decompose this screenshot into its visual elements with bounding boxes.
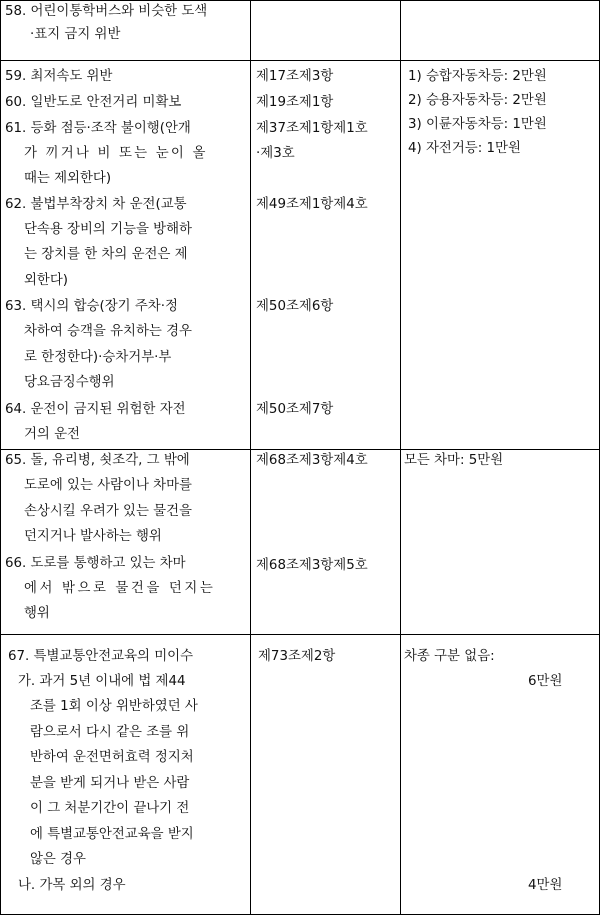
violation-63-line-3: 로 한정한다)·승차거부·부 xyxy=(24,350,172,365)
violation-65-line-3: 손상시킬 우려가 있는 물건을 xyxy=(24,504,192,519)
article-62: 제49조제1항제4호 xyxy=(256,197,368,212)
violation-66-line-3: 행위 xyxy=(24,606,50,621)
violation-59: 59. 최저속도 위반 xyxy=(5,69,113,84)
fine-line-2: 2) 승용자동차등: 2만원 xyxy=(408,93,547,108)
violation-63-line-2: 차하여 승객을 유치하는 경우 xyxy=(24,324,192,339)
row-divider xyxy=(0,449,600,450)
violation-67-a-line-6: 이 그 처분기간이 끝나기 전 xyxy=(30,801,190,816)
violation-66-line-1: 66. 도로를 통행하고 있는 차마 xyxy=(5,556,186,571)
violation-62-line-3: 는 장치를 한 차의 운전은 제 xyxy=(24,247,188,262)
fine-line-4: 4) 자전거등: 1만원 xyxy=(408,141,521,156)
table-bottom-border xyxy=(0,914,600,915)
violation-67-a-line-8: 않은 경우 xyxy=(30,852,86,867)
fine-no-vehicle-distinction: 차종 구분 없음: xyxy=(404,649,495,664)
article-59: 제17조제3항 xyxy=(256,69,334,84)
violation-66-line-2 xyxy=(24,580,246,598)
violation-62-line-2: 단속용 장비의 기능을 방해하 xyxy=(24,222,192,237)
article-61-line-2: ·제3호 xyxy=(256,146,295,161)
violation-62-line-4: 외한다) xyxy=(24,273,69,288)
violation-61-line-1: 61. 등화 점등·조작 불이행(안개 xyxy=(5,121,191,136)
fine-67-a-amount: 6만원 xyxy=(528,674,563,689)
table-right-border xyxy=(599,0,600,915)
article-61-line-1: 제37조제1항제1호 xyxy=(256,121,368,136)
violation-67-a-line-5: 분을 받게 되거나 받은 사람 xyxy=(30,776,190,791)
violation-67-b: 나. 가목 외의 경우 xyxy=(18,878,126,893)
column-divider xyxy=(400,0,401,915)
violation-65-line-4: 던지거나 발사하는 행위 xyxy=(24,529,162,544)
article-63: 제50조제6항 xyxy=(256,299,334,314)
violation-67-a-line-1: 가. 과거 5년 이내에 법 제44 xyxy=(18,674,186,689)
violation-64-line-1: 64. 운전이 금지된 위험한 자전 xyxy=(5,402,186,417)
violation-67-a-line-4: 반하여 운전면허효력 정지처 xyxy=(30,750,194,765)
violation-63-line-4: 당요금징수행위 xyxy=(24,375,115,390)
fine-line-3: 3) 이륜자동차등: 1만원 xyxy=(408,117,547,132)
article-66: 제68조제3항제5호 xyxy=(256,558,368,573)
violation-65-line-2: 도로에 있는 사람이나 차마를 xyxy=(24,478,192,493)
table-top-border xyxy=(0,0,600,1)
column-divider xyxy=(250,0,251,915)
article-60: 제19조제1항 xyxy=(256,95,334,110)
row-divider xyxy=(0,60,600,61)
violation-60: 60. 일반도로 안전거리 미확보 xyxy=(5,95,182,110)
violation-66-line-2-text: 에서 밖으로 물건을 던지는 xyxy=(24,581,216,596)
violation-58-line-1: 58. 어린이통학버스와 비슷한 도색 xyxy=(5,4,208,19)
violation-64-line-2: 거의 운전 xyxy=(24,427,80,442)
article-64: 제50조제7항 xyxy=(256,402,334,417)
row-divider xyxy=(0,634,600,635)
table-left-border xyxy=(0,0,1,915)
fine-all-vehicles: 모든 차마: 5만원 xyxy=(404,453,504,468)
violation-61-line-3: 때는 제외한다) xyxy=(24,171,112,186)
violation-63-line-1: 63. 택시의 합승(장기 주차·정 xyxy=(5,299,178,314)
fine-67-b-amount: 4만원 xyxy=(528,878,563,893)
violation-61-line-2-text: 가 끼거나 비 또는 눈이 올 xyxy=(24,146,208,161)
violation-58-line-2: ·표지 금지 위반 xyxy=(30,27,121,42)
violation-67-a-line-7: 에 특별교통안전교육을 받지 xyxy=(30,827,194,842)
violation-61-line-2 xyxy=(24,145,246,163)
violation-62-line-1: 62. 불법부착장치 차 운전(교통 xyxy=(5,197,187,212)
article-67: 제73조제2항 xyxy=(258,649,336,664)
article-65: 제68조제3항제4호 xyxy=(256,453,368,468)
violation-67-a-line-3: 람으로서 다시 같은 조를 위 xyxy=(30,725,190,740)
fine-line-1: 1) 승합자동차등: 2만원 xyxy=(408,69,547,84)
violation-67-title: 67. 특별교통안전교육의 미이수 xyxy=(8,649,194,664)
violation-65-line-1: 65. 돌, 유리병, 쇳조각, 그 밖에 xyxy=(5,453,190,468)
violation-67-a-line-2: 조를 1회 이상 위반하였던 사 xyxy=(30,699,198,714)
